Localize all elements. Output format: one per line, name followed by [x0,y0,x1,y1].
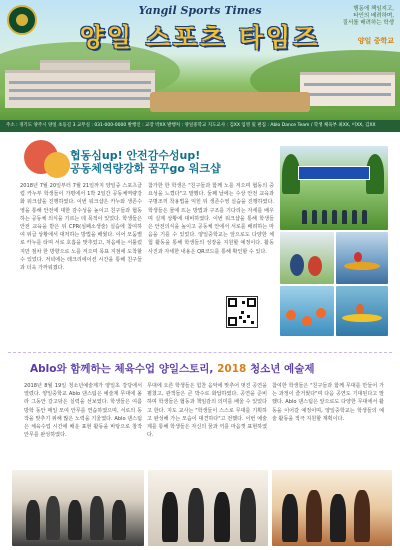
article-kicker: 협동심up! 안전감수성up! [70,149,201,162]
school-building [5,70,155,108]
slogan-line: 행동에 책임지고, [353,6,394,12]
banner-decoration [298,166,370,180]
article-body-column: 참가한 한 학생은 "친구들과 함께 노를 저으며 협동의 중요성을 느꼈다"고 말했다. 둘째 날에는 수상 안전 교육과 구명조끼 착용법을 익힌 뒤 생존수영 실습을 진행하였다. 학생들은 물에 뜨는 방법과 구조를 기다리는 자세를 배우며 실제 상황에 대비하였다. 이번 워크샵을 통해 학생들은 안전의식을 높이고 공동체 안에서 서로를 배려하는 마음을 기를 수 있었다. 양일중학교는 앞으로도 다양한 체험 활동을 통해 학생들의 성장을 지원할 예정이다. 활동 사진과 자세한 내용은 QR코드를 통해 확인할 수 있다. [148,183,274,255]
sports-field [150,92,310,112]
english-title: Yangil Sports Times [138,4,262,17]
publication-info-bar: 주소 : 경기도 양주시 양일 초등길 3 교무실 : 031-000-0000 발행인 : 교장 박XX 발행처 : 양일중학교 지도교사 : 김XX 입영 및 편집 : Ablo Dance Team / 학생 체육부 최XX, 이XX, 김XX [0,120,400,132]
event-photo [280,232,334,284]
event-photo [336,286,388,336]
event-photo [280,286,334,336]
school-name: 양일 중학교 [357,37,394,45]
article-body-column: 2018년 8월 19일 청소년예술제가 양일초 강당에서 열렸다. 양일중학교 Ablo 댄스팀은 예술제 무대에 올라 그동안 갈고닦은 실력을 선보였다. 학생들은 여름방학 동안 매일 모여 안무를 연습하였으며, 서로의 동작을 맞추기 위해 많은 노력을 기울였다. Ablo 댄스팀은 체육수업 시간에 배운 표현 활동을 바탕으로 창작 안무를 완성하였다. [24,383,142,439]
event-photo [280,146,388,230]
performance-photo [148,470,268,546]
article-body-column: 무대에 오른 학생들은 힘찬 음악에 맞추어 멋진 공연을 펼쳤고, 관객들은 큰 박수로 화답하였다. 공연을 준비하며 학생들은 협동과 책임감의 의미를 배울 수 있었다고 한다. 지도 교사는 "학생들이 스스로 무대를 기획하고 완성해 가는 모습이 대견하다"고 전했다. 이번 예술제를 통해 학생들은 자신의 꿈과 끼를 마음껏 표현하였다. [147,383,267,439]
school-slogan [343,6,394,27]
performance-photo [12,470,144,546]
article-headline [30,361,314,376]
slogan-line: 타인의 배려하며, [353,13,394,19]
article-title: 공동체역량강화 꿈꾸go 워크샵 [70,162,221,175]
article-year: 2018 [217,363,247,375]
article-kicker: Ablo와 함께하는 체육수업 양일스토리, [30,363,214,375]
article-title: 청소년 예술제 [249,363,315,375]
slogan-line: 질서를 배려하는 학생 [342,20,394,26]
bubble-decoration [44,152,70,178]
school-building [300,72,395,106]
masthead-banner [0,0,400,120]
article-body-column: 2018년 7월 20일부터 7월 21일까지 양일중 스포츠클럽 카누부 학생들이 가평에서 1박 2일간 공동체역량강화 워크샵을 진행하였다. 이번 워크샵은 카누와 생존수영을 통해 안전에 대한 감수성을 높이고 친구들과 협동하는 공동체 의식을 기르는 데 목적이 있었다. 학생들은 안전 교육을 받은 뒤 CPR(심폐소생술) 실습에 참여하여 위급 상황에서 대처하는 방법을 배웠다. 이어 모둠별로 카누를 타며 서로 호흡을 맞추었고, 처음에는 서툴렀지만 점차 한 방향으로 노를 저으며 목표 지점에 도착할 수 있었다. 저녁에는 레크리에이션 시간을 통해 친구들과 더욱 가까워졌다. [20,183,142,272]
performance-photo [272,470,392,546]
event-photo [336,232,388,284]
qr-code-icon [226,296,258,328]
newspaper-title: 양일 스포츠 타임즈 [79,23,321,52]
article-body-column: 참여한 학생들은 "친구들과 함께 무대를 만들어 가는 과정이 즐거웠다"며 다음 공연도 기대된다고 말했다. Ablo 댄스팀은 앞으로도 다양한 무대에서 활동을 이어갈 예정이며, 양일중학교는 학생들의 예술 활동을 적극 지원할 계획이다. [272,383,384,422]
